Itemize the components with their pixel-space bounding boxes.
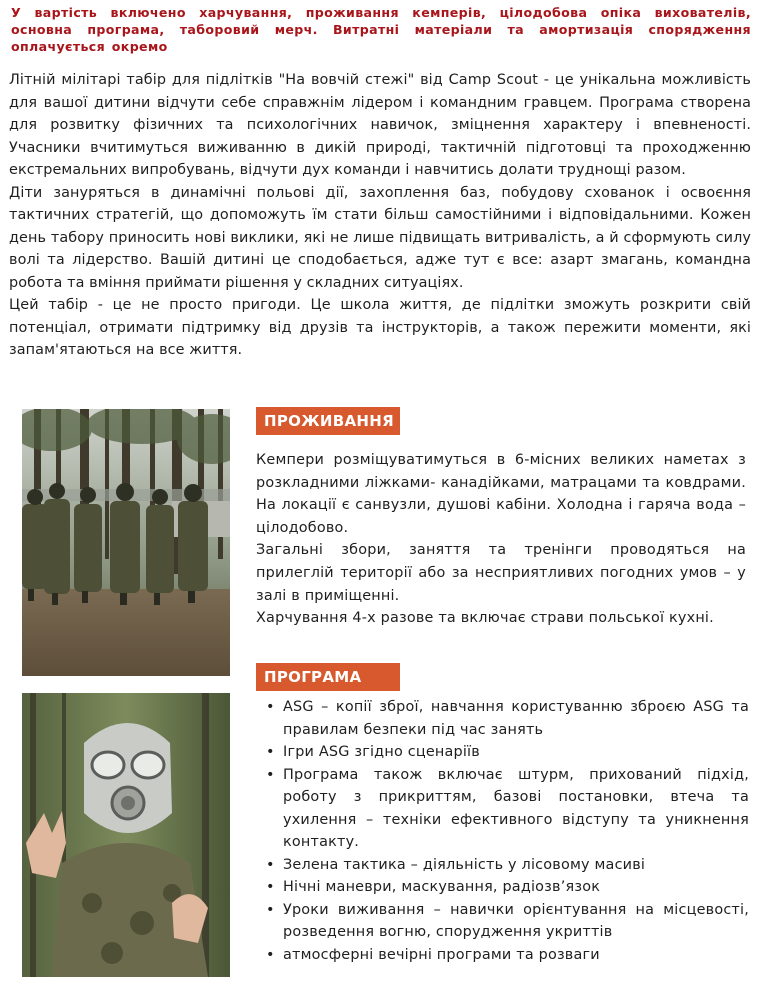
bullet-icon: • <box>266 766 275 783</box>
program-item-text: Ігри ASG згідно сценаріїв <box>283 744 480 760</box>
living-paragraph: Кемпери розміщуватимуться в 6-місних великих наметах з розкладними ліжками- канадійками, матрацами та ковдрами. На локації є санвузли, душові кабіни. Холодна і гаряча вода – цілодобово. <box>256 452 746 536</box>
intro-paragraph: Діти зануряться в динамічні польові дії, захоплення баз, побудову схованок і освоєння тактичних стратегій, що допоможуть їм стати більш самостійними і відповідальними. Кожен день табору приносить нові виклики, які не лише підвищать витривалість, а й сформують силу волі та лідерство. Вашій дитині це сподобається, адже тут є все: азарт змагань, командна робота та вміння приймати рішення у складних ситуаціях. <box>9 184 751 291</box>
program-item-text: ASG – копії зброї, навчання користуванню зброєю ASG та правилам безпеки під час занять <box>283 699 749 738</box>
program-item <box>266 944 749 967</box>
gas-mask-camper-photo <box>22 693 230 977</box>
program-item <box>266 876 749 899</box>
program-item-text: Програма також включає штурм, прихований підхід, роботу з прикриттям, базові постановки, втеча та ухилення – техніки ефективного відступу та уникнення контакту. <box>283 766 749 850</box>
bullet-icon: • <box>266 856 275 873</box>
bullet-icon: • <box>266 901 275 918</box>
program-item <box>266 741 749 764</box>
program-section-header: ПРОГРАМА <box>256 663 400 691</box>
campers-forest-photo <box>22 409 230 676</box>
bullet-icon: • <box>266 699 275 715</box>
program-item-text: атмосферні вечірні програми та розваги <box>283 946 600 963</box>
program-item-text: Нічні маневри, маскування, радіозв’язок <box>283 879 601 895</box>
intro-paragraph: Літній мілітарі табір для підлітків "На вовчій стежі" від Camp Scout - це унікальна можливість для вашої дитини відчути себе справжнім лідером і командним гравцем. Програма створена для розвитку фізичних та психологічних навичок, зміцнення характеру і впевненості. Учасники вчитимуться виживанню в дикій природі, тактичній підготовці та проходженню екстремальних випробувань, відчути дух команди і навчитись долати труднощі разом. <box>9 72 751 178</box>
program-list <box>266 696 749 966</box>
bullet-icon: • <box>266 744 275 760</box>
program-item-text: Уроки виживання – навички орієнтування на місцевості, розведення вогню, спорудження укриттів <box>283 901 749 940</box>
price-notice: У вартість включено харчування, проживання кемперів, цілодобова опіка вихователів, основна програма, таборовий мерч. Витратні матеріали та амортизація спорядження оплачується окремо <box>11 5 751 54</box>
program-item <box>266 764 749 854</box>
living-text <box>256 449 746 630</box>
program-item <box>266 854 749 877</box>
intro-paragraph: Цей табір - це не просто пригоди. Це школа життя, де підлітки зможуть розкрити свій потенціал, отримати підтримку від друзів та інструкторів, а також пережити моменти, які запам'ятаються на все життя. <box>9 297 751 358</box>
intro-text <box>9 69 751 362</box>
bullet-icon: • <box>266 879 275 895</box>
living-paragraph: Загальні збори, заняття та тренінги проводяться на прилеглій території або за несприятливих погодних умов – у залі в приміщенні. <box>256 542 746 604</box>
living-paragraph: Харчування 4-х разове та включає страви польської кухні. <box>256 610 714 627</box>
living-section-header: ПРОЖИВАННЯ <box>256 407 400 435</box>
bullet-icon: • <box>266 946 275 963</box>
program-item <box>266 899 749 944</box>
program-item-text: Зелена тактика – діяльність у лісовому масиві <box>283 856 646 873</box>
program-item <box>266 696 749 741</box>
